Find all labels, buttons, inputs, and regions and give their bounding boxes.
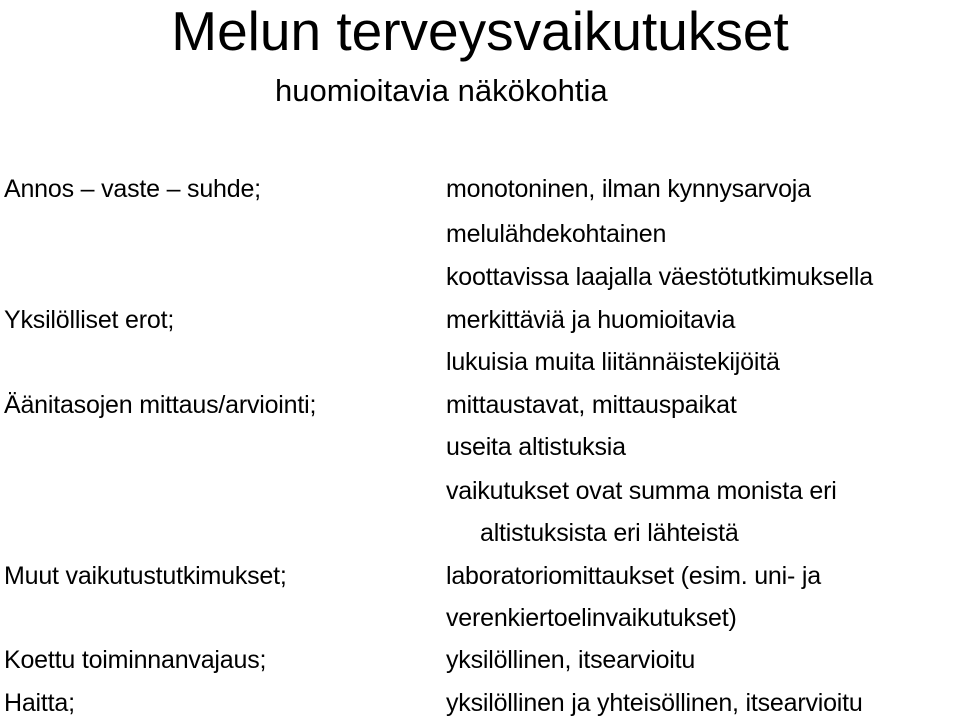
text-laboratory-measurements: laboratoriomittaukset (esim. uni- ja [446,562,821,590]
text-measurement-methods: mittaustavat, mittauspaikat [446,391,737,419]
text-individual-and-community: yksilöllinen ja yhteisöllinen, itsearvioitu [446,689,863,717]
text-significant: merkittäviä ja huomioitavia [446,306,736,334]
label-individual-differences: Yksilölliset erot; [4,306,175,334]
text-population-study: koottavissa laajalla väestötutkimuksella [446,263,873,291]
label-sound-level-measurement: Äänitasojen mittaus/arviointi; [4,391,317,419]
text-cardiovascular-effects: verenkiertoelinvaikutukset) [446,604,737,632]
label-perceived-disability: Koettu toiminnanvajaus; [4,646,267,674]
label-annoyance: Haitta; [4,689,75,717]
slide-title: Melun terveysvaikutukset [171,0,789,62]
text-monotonic: monotoninen, ilman kynnysarvoja [446,175,811,203]
text-effects-sum: vaikutukset ovat summa monista eri [446,477,837,505]
text-source-specific: melulähdekohtainen [446,220,667,248]
slide-subtitle: huomioitavia näkökohtia [275,73,608,108]
text-effects-sum-continued: altistuksista eri lähteistä [480,519,739,547]
label-dose-response: Annos – vaste – suhde; [4,175,261,203]
text-individual-self-assessed: yksilöllinen, itsearvioitu [446,646,696,674]
label-other-effect-studies: Muut vaikutustutkimukset; [4,562,287,590]
text-several-exposures: useita altistuksia [446,433,626,461]
text-related-factors: lukuisia muita liitännäistekijöitä [446,348,780,376]
